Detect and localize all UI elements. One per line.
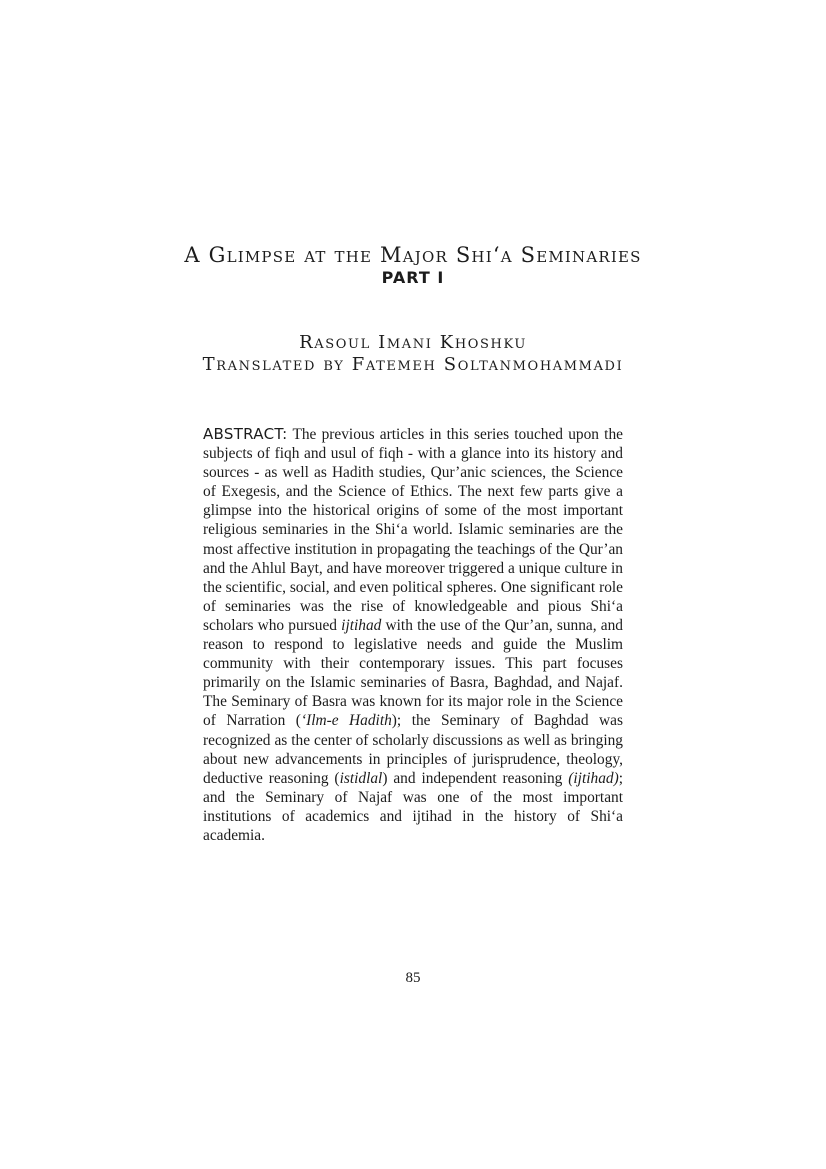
- abstract-paragraph: [203, 425, 623, 845]
- byline: [0, 332, 826, 376]
- abstract-label: ABSTRACT:: [203, 425, 288, 443]
- abstract-text: ); the Seminary of Baghdad was recognized as the center of scholarly discussions as well as bringing about new advancements in principles of jurisprudence, theology, deductive reasoning (: [203, 712, 623, 787]
- translator-name: Translated by Fatemeh Soltanmohammadi: [202, 354, 624, 375]
- abstract-text: The previous articles in this series touched upon the subjects of fiqh and usul of fiqh - with a glance into its history and sources - as well as Hadith studies, Qur’anic sciences, the Science of Exegesis, and the Science of Ethics. The next few parts give a glimpse into the historical origins of some of the most important religious seminaries in the Shi‘a world. Islamic seminaries are the most affective institution in propagating the teachings of the Qur’an and the Ahlul Bayt, and have moreover triggered a unique culture in the scientific, social, and even political spheres. One significant role of seminaries was the rise of knowledgeable and pious Shi‘a scholars who pursued: [203, 426, 623, 634]
- title-part: PART I: [381, 268, 445, 287]
- abstract-text: ) and independent reasoning: [382, 769, 569, 787]
- page-number: 85: [405, 970, 421, 986]
- abstract-text: ; and the Seminary of Najaf was one of the most important institutions of academics and ijtihad in the history of Shi‘a academia.: [203, 769, 623, 844]
- abstract-term-ilm-e-hadith: ‘Ilm-e Hadith: [300, 712, 392, 730]
- abstract-term-ijtihad-paren: (ijtihad): [568, 769, 619, 787]
- abstract-text: with the use of the Qur’an, sunna, and reason to respond to legislative needs and guide the Muslim community with their contemporary issues. This part focuses primarily on the Islamic seminaries of Basra, Baghdad, and Najaf. The Seminary of Basra was known for its major role in the Science of Narration (: [203, 616, 623, 730]
- abstract-term-ijtihad: ijtihad: [341, 616, 382, 634]
- author-name: Rasoul Imani Khoshku: [299, 332, 527, 353]
- article-title: [0, 243, 826, 289]
- title-main: A Glimpse at the Major Shi‘a Seminaries: [184, 243, 642, 267]
- abstract-term-istidlal: istidlal: [339, 769, 383, 787]
